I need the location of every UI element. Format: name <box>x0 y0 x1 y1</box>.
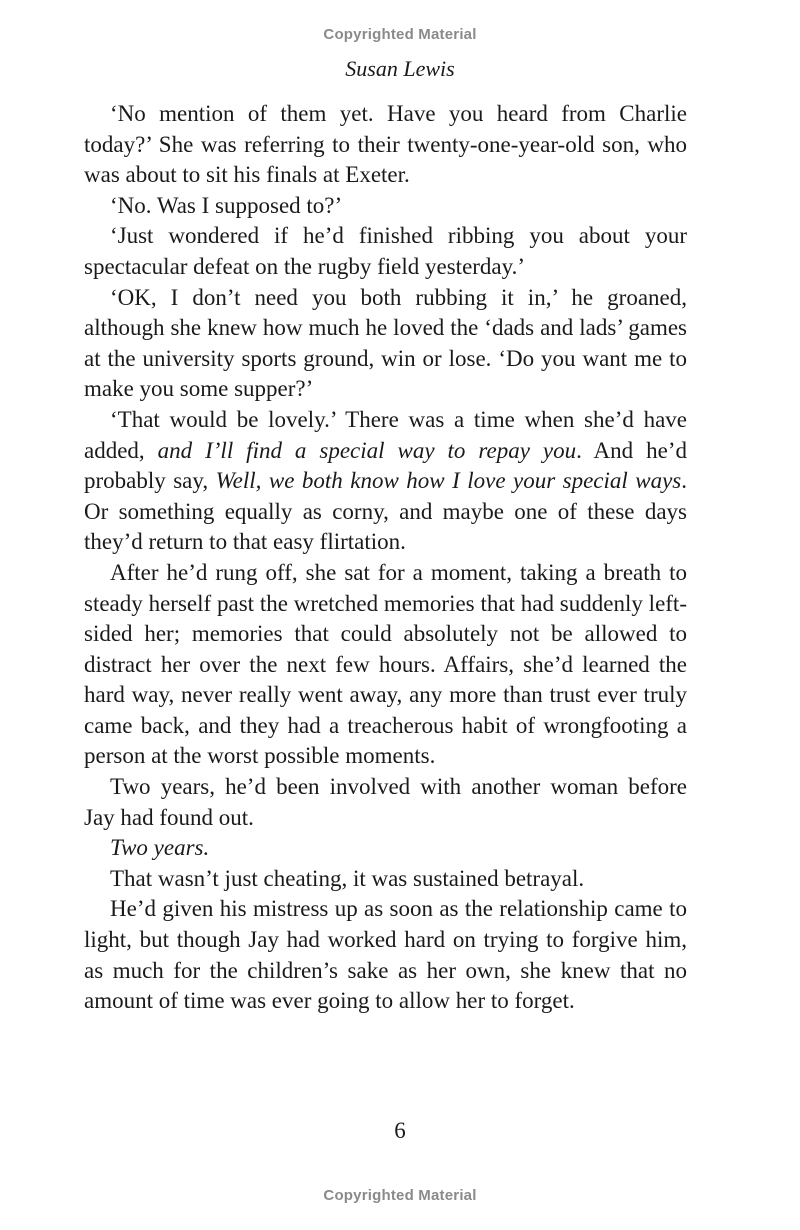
text-run: . And he’d probably say, <box>84 437 687 494</box>
copyright-watermark-bottom: Copyrighted Material <box>323 1187 477 1204</box>
paragraph <box>84 864 687 895</box>
body-text <box>84 99 687 1017</box>
paragraph <box>84 283 687 405</box>
text-run: He’d given his mistress up as soon as the relationship came to light, but though Jay had worked hard on trying to forgive him, as much for the children’s sake as her own, she knew that no amount of time was ever going to allow her to forget. <box>84 896 687 1014</box>
text-run: After he’d rung off, she sat for a moment, taking a breath to steady herself past the wretched memories that had suddenly left-sided her; memories that could absolutely not be allowed to distract her over the next few hours. Affairs, she’d learned the hard way, never really went away, any more than trust ever truly came back, and they had a treacherous habit of wrongfooting a person at the worst possible moments. <box>84 559 687 769</box>
paragraph <box>84 99 687 191</box>
italic-text-run: Two years. <box>110 835 210 861</box>
paragraph <box>84 405 687 558</box>
text-run: ‘That would be lovely.’ There was a time when she’d have added, <box>84 406 687 463</box>
text-run: . Or something equally as corny, and maybe one of these days they’d return to that easy flirtation. <box>84 468 687 555</box>
page-number: 6 <box>394 1118 406 1143</box>
copyright-watermark-top: Copyrighted Material <box>323 26 477 43</box>
paragraph <box>84 191 687 222</box>
paragraph <box>84 894 687 1016</box>
italic-text-run: Well, we both know how I love your special ways <box>215 468 682 494</box>
paragraph <box>84 221 687 282</box>
text-run: ‘OK, I don’t need you both rubbing it in,’ he groaned, although she knew how much he loved the ‘dads and lads’ games at the university sports ground, win or lose. ‘Do you want me to make you some supper?’ <box>84 284 687 402</box>
text-run: That wasn’t just cheating, it was sustained betrayal. <box>110 865 585 891</box>
text-run: Two years, he’d been involved with another woman before Jay had found out. <box>84 774 687 830</box>
running-head-author: Susan Lewis <box>345 56 455 81</box>
italic-text-run: and I’ll find a special way to repay you <box>157 437 577 463</box>
text-run: ‘Just wondered if he’d finished ribbing you about your spectacular defeat on the rugby field yesterday.’ <box>84 223 687 279</box>
paragraph <box>84 772 687 833</box>
text-run: ‘No. Was I supposed to?’ <box>110 192 343 218</box>
paragraph <box>84 558 687 772</box>
text-run: ‘No mention of them yet. Have you heard from Charlie today?’ She was referring to their twenty-one-year-old son, who was about to sit his finals at Exeter. <box>84 101 687 188</box>
paragraph <box>84 833 687 864</box>
